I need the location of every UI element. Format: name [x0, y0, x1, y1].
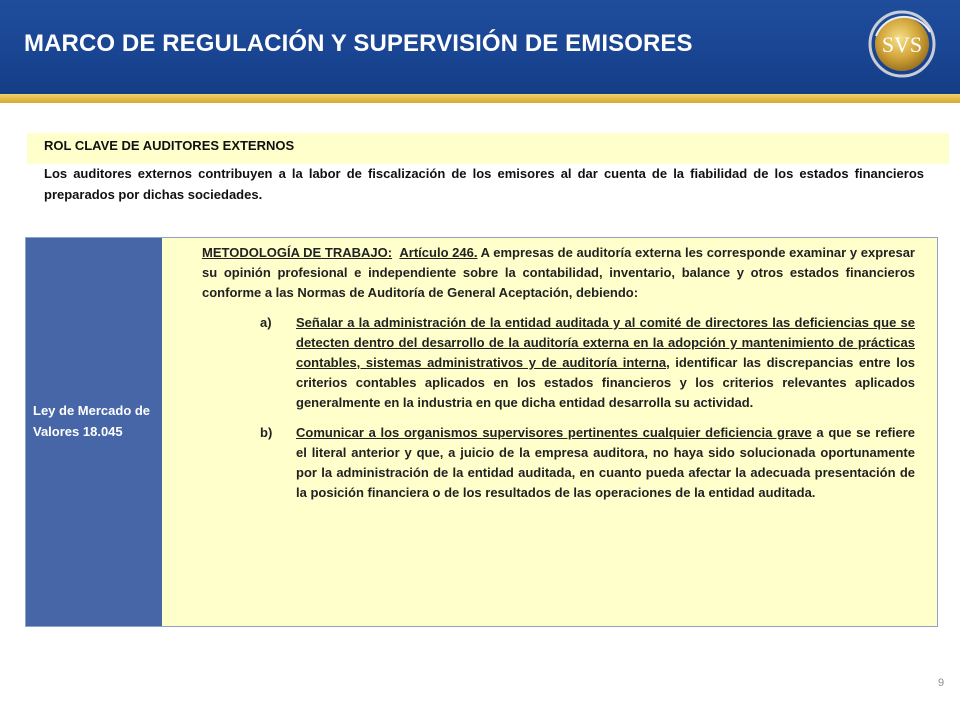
methodology-content: [202, 243, 915, 503]
law-cell: [26, 238, 162, 626]
methodology-intro-text: A empresas de auditoría externa les corresponde examinar y expresar su opinión profesional e independiente sobre la contabilidad, inventario, balance y otros estados financieros conforme a las Normas de Auditoría de General Aceptación, debiendo:: [202, 245, 915, 300]
item-underlined-text: Señalar a la administración de la entidad auditada y al comité de directores las deficiencias que se detecten dentro del desarrollo de la auditoría externa en la adopción y mantenimiento de prácticas contables, sistemas administrativos y de auditoría interna: [296, 315, 915, 370]
item-letter: a): [260, 315, 272, 330]
rol-body: Los auditores externos contribuyen a la labor de fiscalización de los emisores al dar cuenta de la fiabilidad de los estados financieros preparados por dichas sociedades.: [44, 166, 924, 202]
list-item: [202, 423, 915, 503]
methodology-article: Artículo 246.: [399, 245, 478, 260]
law-label: Ley de Mercado de Valores 18.045: [33, 403, 151, 439]
page-number: 9: [938, 677, 945, 689]
logo-text: SVS: [881, 32, 923, 57]
methodology-intro: [202, 243, 915, 303]
item-text: a que se refiere el literal anterior y que, a juicio de la empresa auditora, no haya sido solucionada oportunamente por la administración de la entidad auditada, en cuanto pueda afectar la adecuada presentación de la posición financiera o de los resultados de las operaciones de la entidad auditada.: [296, 425, 916, 500]
list-item: [202, 313, 915, 413]
svs-logo: [864, 6, 944, 82]
header-gold-stripe: [0, 94, 960, 103]
methodology-heading: METODOLOGÍA DE TRABAJO:: [202, 245, 393, 260]
item-text: , identificar las discrepancias entre los criterios contables aplicados en los estados financieros y los criterios relevantes aplicados generalmente en la industria en que dicha entidad desarrolla su actividad.: [296, 355, 916, 410]
methodology-box: [25, 237, 938, 627]
item-underlined-text: Comunicar a los organismos supervisores pertinentes cualquier deficiencia grave: [296, 425, 812, 440]
slide-title: MARCO DE REGULACIÓN Y SUPERVISIÓN DE EMISORES: [24, 30, 693, 57]
item-letter: b): [260, 425, 273, 440]
rol-title: ROL CLAVE DE AUDITORES EXTERNOS: [44, 138, 295, 153]
